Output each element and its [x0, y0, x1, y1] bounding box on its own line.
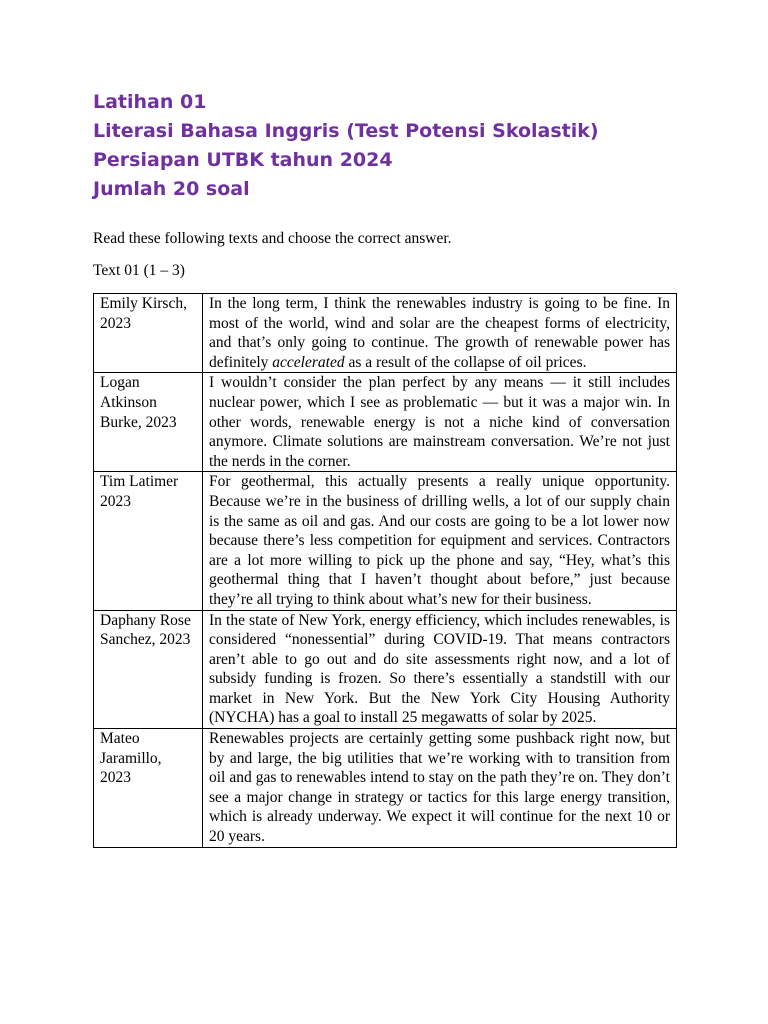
instruction-text: Read these following texts and choose the correct answer. — [93, 230, 452, 247]
author-cell: Logan Atkinson Burke, 2023 — [94, 373, 203, 472]
quote-cell: I wouldn’t consider the plan perfect by any means — it still includes nuclear power, which I see as problematic — but it was a major win. In other words, renewable energy is not a niche kind of conversation anymore. Climate solutions are mainstream conversation. We’re not just the nerds in the corner. — [203, 373, 677, 472]
author-cell: Daphany Rose Sanchez, 2023 — [94, 610, 203, 729]
author-cell: Emily Kirsch, 2023 — [94, 294, 203, 373]
text-label: Text 01 (1 – 3) — [93, 262, 185, 279]
heading-exercise-number: Latihan 01 — [93, 91, 207, 113]
document-page — [93, 88, 677, 846]
quote-cell: Renewables projects are certainly getting some pushback right now, but by and large, the big utilities that we’re working with to transition from oil and gas to renewables intend to stay on the path they’re on. They don’t see a major change in strategy or tactics for this large energy transition, which is already underway. We expect it will continue for the next 10 or 20 years. — [203, 729, 677, 848]
heading-question-count: Jumlah 20 soal — [93, 178, 250, 200]
table-row — [94, 729, 677, 848]
quote-cell: In the state of New York, energy efficiency, which includes renewables, is considered “nonessential” during COVID-19. That means contractors aren’t able to go out and do site assessments right now, and a lot of subsidy funding is frozen. So there’s essentially a standstill with our market in New York. But the New York City Housing Authority (NYCHA) has a goal to install 25 megawatts of solar by 2025. — [203, 610, 677, 729]
quote-text: In the long term, I think the renewables industry is going to be fine. In most of the world, wind and solar are the cheapest forms of electricity, and that’s only going to continue. The growth of renewable power has definitely — [209, 295, 670, 371]
table-row — [94, 373, 677, 472]
table-row — [94, 610, 677, 729]
quote-text: as a result of the collapse of oil prices. — [344, 353, 587, 371]
heading-subject: Literasi Bahasa Inggris (Test Potensi Skolastik) — [93, 120, 599, 142]
quotes-table — [93, 293, 677, 848]
quote-emphasis: accelerated — [272, 353, 345, 371]
quote-cell — [203, 294, 677, 373]
quote-cell: For geothermal, this actually presents a really unique opportunity. Because we’re in the business of drilling wells, a lot of our supply chain is the same as oil and gas. And our costs are going to be a lot lower now because there’s less competition for equipment and services. Contractors are a lot more willing to pick up the phone and say, “Hey, what’s this geothermal thing that I haven’t thought about before,” just because they’re all trying to think about what’s new for their business. — [203, 472, 677, 610]
table-row — [94, 472, 677, 610]
heading-exam-prep: Persiapan UTBK tahun 2024 — [93, 149, 393, 171]
author-cell: Tim Latimer 2023 — [94, 472, 203, 610]
table-row — [94, 294, 677, 373]
author-cell: Mateo Jaramillo, 2023 — [94, 729, 203, 848]
